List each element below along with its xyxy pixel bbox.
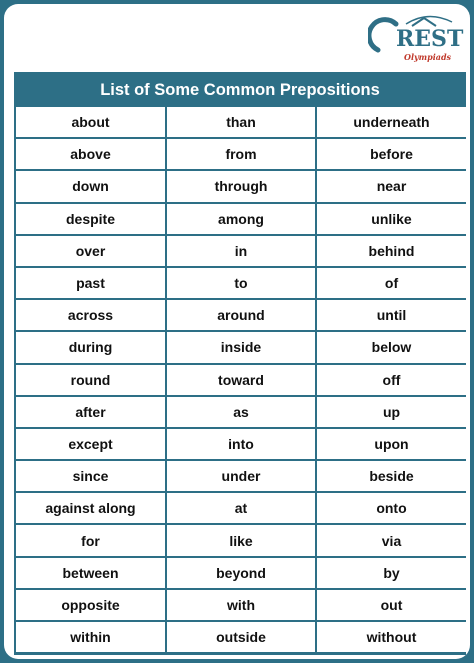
table-cell: despite — [16, 204, 165, 234]
table-cell: behind — [317, 236, 466, 266]
table-cell: between — [16, 558, 165, 588]
table-cell: until — [317, 300, 466, 330]
table-cell: down — [16, 171, 165, 201]
table-cell: for — [16, 525, 165, 555]
table-cell: without — [317, 622, 466, 652]
table-cell: inside — [167, 332, 315, 362]
table-grid — [16, 107, 464, 652]
table-cell: with — [167, 590, 315, 620]
table-cell: after — [16, 397, 165, 427]
table-cell: as — [167, 397, 315, 427]
table-cell: to — [167, 268, 315, 298]
table-cell: except — [16, 429, 165, 459]
table-cell: underneath — [317, 107, 466, 137]
table-cell: through — [167, 171, 315, 201]
table-cell: opposite — [16, 590, 165, 620]
crest-logo — [368, 12, 464, 64]
table-cell: above — [16, 139, 165, 169]
table-cell: in — [167, 236, 315, 266]
prepositions-table — [14, 72, 466, 655]
table-cell: about — [16, 107, 165, 137]
table-cell: among — [167, 204, 315, 234]
table-cell: over — [16, 236, 165, 266]
table-cell: since — [16, 461, 165, 491]
table-cell: off — [317, 365, 466, 395]
table-cell: beside — [317, 461, 466, 491]
table-cell: than — [167, 107, 315, 137]
table-cell: against along — [16, 493, 165, 523]
table-cell: outside — [167, 622, 315, 652]
logo-wordmark: REST — [396, 26, 464, 52]
table-cell: within — [16, 622, 165, 652]
table-cell: before — [317, 139, 466, 169]
table-cell: into — [167, 429, 315, 459]
table-cell: below — [317, 332, 466, 362]
table-cell: beyond — [167, 558, 315, 588]
table-cell: during — [16, 332, 165, 362]
table-cell: around — [167, 300, 315, 330]
table-cell: unlike — [317, 204, 466, 234]
table-cell: like — [167, 525, 315, 555]
table-cell: out — [317, 590, 466, 620]
table-cell: of — [317, 268, 466, 298]
table-cell: under — [167, 461, 315, 491]
table-cell: across — [16, 300, 165, 330]
table-cell: near — [317, 171, 466, 201]
table-cell: at — [167, 493, 315, 523]
table-cell: onto — [317, 493, 466, 523]
table-cell: round — [16, 365, 165, 395]
table-title: List of Some Common Prepositions — [100, 81, 380, 99]
table-cell: past — [16, 268, 165, 298]
table-cell: up — [317, 397, 466, 427]
table-cell: via — [317, 525, 466, 555]
table-cell: upon — [317, 429, 466, 459]
page-card — [4, 4, 470, 659]
table-cell: toward — [167, 365, 315, 395]
logo-tagline: Olympiads — [404, 52, 452, 62]
table-cell: by — [317, 558, 466, 588]
table-cell: from — [167, 139, 315, 169]
